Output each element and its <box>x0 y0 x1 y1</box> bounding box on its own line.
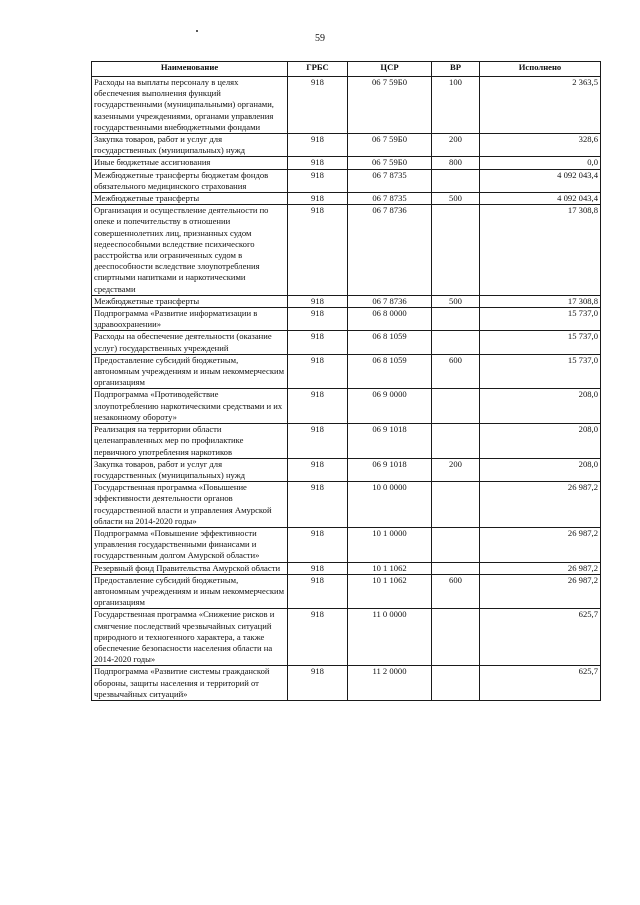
header-vr: ВР <box>432 62 480 77</box>
table-row <box>92 205 601 296</box>
cell-csr: 06 9 0000 <box>348 389 432 424</box>
cell-executed: 625,7 <box>480 666 601 701</box>
table-row <box>92 331 601 354</box>
cell-vr <box>432 666 480 701</box>
scan-speck <box>196 30 198 32</box>
cell-name: Подпрограмма «Повышение эффективности управления государственными финансами и государственным долгом Амурской области» <box>92 527 288 562</box>
cell-name: Иные бюджетные ассигнования <box>92 157 288 169</box>
cell-csr: 11 2 0000 <box>348 666 432 701</box>
cell-name: Организация и осуществление деятельности по опеке и попечительству в отношении совершеннолетних лиц, признанных судом недееспособными вследствие психического расстройства или ограниченных судом в дееспособности вследствие злоупотребления спиртными напитками и наркотическими средствами <box>92 205 288 296</box>
cell-name: Закупка товаров, работ и услуг для государственных (муниципальных) нужд <box>92 458 288 481</box>
cell-grbs: 918 <box>288 354 348 389</box>
cell-executed: 4 092 043,4 <box>480 169 601 192</box>
cell-grbs: 918 <box>288 482 348 528</box>
cell-executed: 328,6 <box>480 134 601 157</box>
cell-csr: 10 1 0000 <box>348 527 432 562</box>
cell-executed: 15 737,0 <box>480 308 601 331</box>
cell-vr <box>432 331 480 354</box>
cell-csr: 10 0 0000 <box>348 482 432 528</box>
cell-executed: 4 092 043,4 <box>480 193 601 205</box>
cell-vr <box>432 169 480 192</box>
cell-csr: 10 1 1062 <box>348 562 432 574</box>
cell-name: Межбюджетные трансферты бюджетам фондов обязательного медицинского страхования <box>92 169 288 192</box>
cell-csr: 11 0 0000 <box>348 609 432 666</box>
header-name: Наименование <box>92 62 288 77</box>
cell-executed: 625,7 <box>480 609 601 666</box>
table-row <box>92 77 601 134</box>
header-executed: Исполнено <box>480 62 601 77</box>
cell-executed: 17 308,8 <box>480 295 601 307</box>
cell-executed: 208,0 <box>480 458 601 481</box>
cell-name: Расходы на выплаты персоналу в целях обеспечения выполнения функций государственными (муниципальными) органами, казенными учреждениями, органами управления государственными внебюджетными фондами <box>92 77 288 134</box>
cell-csr: 06 7 59Б0 <box>348 134 432 157</box>
cell-vr <box>432 205 480 296</box>
cell-vr: 800 <box>432 157 480 169</box>
table-row <box>92 354 601 389</box>
cell-executed: 15 737,0 <box>480 331 601 354</box>
cell-name: Государственная программа «Снижение рисков и смягчение последствий чрезвычайных ситуаций природного и техногенного характера, а также обеспечение безопасности населения области на 2014-2020 годы» <box>92 609 288 666</box>
cell-csr: 06 7 8735 <box>348 169 432 192</box>
table-row <box>92 527 601 562</box>
cell-grbs: 918 <box>288 169 348 192</box>
cell-csr: 10 1 1062 <box>348 574 432 609</box>
cell-vr: 600 <box>432 354 480 389</box>
cell-name: Подпрограмма «Развитие информатизации в здравоохранении» <box>92 308 288 331</box>
cell-grbs: 918 <box>288 77 348 134</box>
cell-vr <box>432 609 480 666</box>
cell-csr: 06 7 8736 <box>348 205 432 296</box>
cell-grbs: 918 <box>288 205 348 296</box>
cell-vr: 600 <box>432 574 480 609</box>
cell-grbs: 918 <box>288 389 348 424</box>
cell-executed: 15 737,0 <box>480 354 601 389</box>
cell-grbs: 918 <box>288 609 348 666</box>
cell-vr: 100 <box>432 77 480 134</box>
cell-csr: 06 9 1018 <box>348 458 432 481</box>
cell-vr: 500 <box>432 295 480 307</box>
cell-vr: 500 <box>432 193 480 205</box>
cell-executed: 2 363,5 <box>480 77 601 134</box>
budget-table <box>91 61 601 701</box>
cell-name: Подпрограмма «Противодействие злоупотреблению наркотическими средствами и их незаконному обороту» <box>92 389 288 424</box>
cell-name: Межбюджетные трансферты <box>92 295 288 307</box>
cell-name: Расходы на обеспечение деятельности (оказание услуг) государственных учреждений <box>92 331 288 354</box>
table-row <box>92 157 601 169</box>
table-row <box>92 134 601 157</box>
cell-grbs: 918 <box>288 458 348 481</box>
cell-grbs: 918 <box>288 574 348 609</box>
table-row <box>92 424 601 459</box>
table-row <box>92 295 601 307</box>
cell-name: Резервный фонд Правительства Амурской области <box>92 562 288 574</box>
table-row <box>92 609 601 666</box>
cell-grbs: 918 <box>288 157 348 169</box>
cell-grbs: 918 <box>288 308 348 331</box>
cell-name: Предоставление субсидий бюджетным, автономным учреждениям и иным некоммерческим организациям <box>92 574 288 609</box>
cell-vr <box>432 482 480 528</box>
cell-vr <box>432 389 480 424</box>
table-header-row <box>92 62 601 77</box>
table-row <box>92 389 601 424</box>
cell-vr: 200 <box>432 134 480 157</box>
cell-csr: 06 7 8736 <box>348 295 432 307</box>
cell-vr <box>432 424 480 459</box>
cell-vr: 200 <box>432 458 480 481</box>
cell-name: Подпрограмма «Развитие системы гражданской обороны, защиты населения и территорий от чрезвычайных ситуаций» <box>92 666 288 701</box>
cell-grbs: 918 <box>288 527 348 562</box>
cell-csr: 06 9 1018 <box>348 424 432 459</box>
cell-executed: 0,0 <box>480 157 601 169</box>
cell-grbs: 918 <box>288 424 348 459</box>
cell-csr: 06 7 8735 <box>348 193 432 205</box>
cell-executed: 26 987,2 <box>480 574 601 609</box>
cell-name: Закупка товаров, работ и услуг для государственных (муниципальных) нужд <box>92 134 288 157</box>
cell-csr: 06 7 59Б0 <box>348 77 432 134</box>
cell-vr <box>432 562 480 574</box>
cell-grbs: 918 <box>288 331 348 354</box>
cell-grbs: 918 <box>288 134 348 157</box>
table-row <box>92 666 601 701</box>
cell-executed: 208,0 <box>480 424 601 459</box>
cell-grbs: 918 <box>288 666 348 701</box>
table-row <box>92 562 601 574</box>
cell-csr: 06 8 1059 <box>348 354 432 389</box>
table-row <box>92 169 601 192</box>
header-grbs: ГРБС <box>288 62 348 77</box>
table-row <box>92 574 601 609</box>
cell-name: Предоставление субсидий бюджетным, автономным учреждениям и иным некоммерческим организациям <box>92 354 288 389</box>
cell-name: Государственная программа «Повышение эффективности деятельности органов государственной власти и управления Амурской области на 2014-2020 годы» <box>92 482 288 528</box>
table-row <box>92 482 601 528</box>
table-row <box>92 458 601 481</box>
cell-grbs: 918 <box>288 193 348 205</box>
cell-executed: 26 987,2 <box>480 562 601 574</box>
cell-executed: 26 987,2 <box>480 527 601 562</box>
cell-csr: 06 7 59Б0 <box>348 157 432 169</box>
header-csr: ЦСР <box>348 62 432 77</box>
cell-csr: 06 8 1059 <box>348 331 432 354</box>
cell-vr <box>432 527 480 562</box>
table-row <box>92 193 601 205</box>
cell-csr: 06 8 0000 <box>348 308 432 331</box>
cell-grbs: 918 <box>288 562 348 574</box>
cell-name: Реализация на территории области целенаправленных мер по профилактике первичного употребления наркотиков <box>92 424 288 459</box>
cell-vr <box>432 308 480 331</box>
page-number: 59 <box>315 33 325 44</box>
cell-name: Межбюджетные трансферты <box>92 193 288 205</box>
cell-executed: 26 987,2 <box>480 482 601 528</box>
table-row <box>92 308 601 331</box>
cell-executed: 17 308,8 <box>480 205 601 296</box>
cell-grbs: 918 <box>288 295 348 307</box>
cell-executed: 208,0 <box>480 389 601 424</box>
